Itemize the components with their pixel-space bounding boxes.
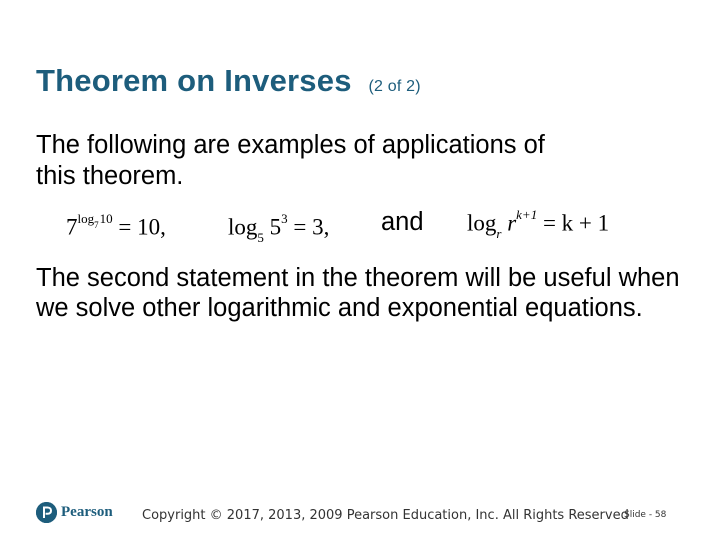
ex2-exp: 3 [281, 211, 288, 226]
ex3-rhs: = k + 1 [542, 210, 610, 236]
pearson-logo [36, 502, 113, 523]
ex3-log-text: log [467, 210, 497, 236]
ex2-arg: 5 [269, 214, 282, 240]
pearson-logo-icon [36, 502, 57, 523]
example-2-equation [228, 211, 330, 246]
ex3-exp: k+1 [516, 207, 538, 222]
ex1-log-base: 7 [94, 219, 99, 230]
slide-title [36, 63, 421, 99]
ex1-exponent [77, 211, 113, 230]
intro-line-2: this theorem. [36, 162, 184, 190]
intro-line-1: The following are examples of applications of [36, 131, 545, 159]
ex2-log-base: 5 [257, 230, 264, 246]
slide-title-suffix: (2 of 2) [368, 78, 421, 95]
ex3-arg: r [507, 210, 517, 236]
intro-paragraph [36, 130, 696, 192]
ex2-rhs: = 3, [293, 214, 330, 240]
ex1-log-arg: 10 [99, 211, 113, 226]
explanation-paragraph: The second statement in the theorem will be useful when we solve other logarithmic and exponential equations. [36, 264, 680, 322]
ex3-log-base: r [496, 226, 502, 242]
copyright-notice: Copyright © 2017, 2013, 2009 Pearson Education, Inc. All Rights Reserved [142, 508, 629, 523]
ex2-log-text: log [228, 214, 258, 240]
pearson-logo-text: Pearson [61, 504, 113, 520]
example-1-equation [66, 211, 166, 241]
ex1-base: 7 [66, 214, 78, 240]
conjunction-and: and [381, 208, 424, 236]
slide-title-text: Theorem on Inverses [36, 63, 352, 98]
example-3-equation [467, 207, 610, 242]
ex1-rhs: = 10, [118, 214, 166, 240]
ex1-log-text: log [77, 211, 95, 226]
slide-number: Slide - 58 [624, 510, 667, 520]
